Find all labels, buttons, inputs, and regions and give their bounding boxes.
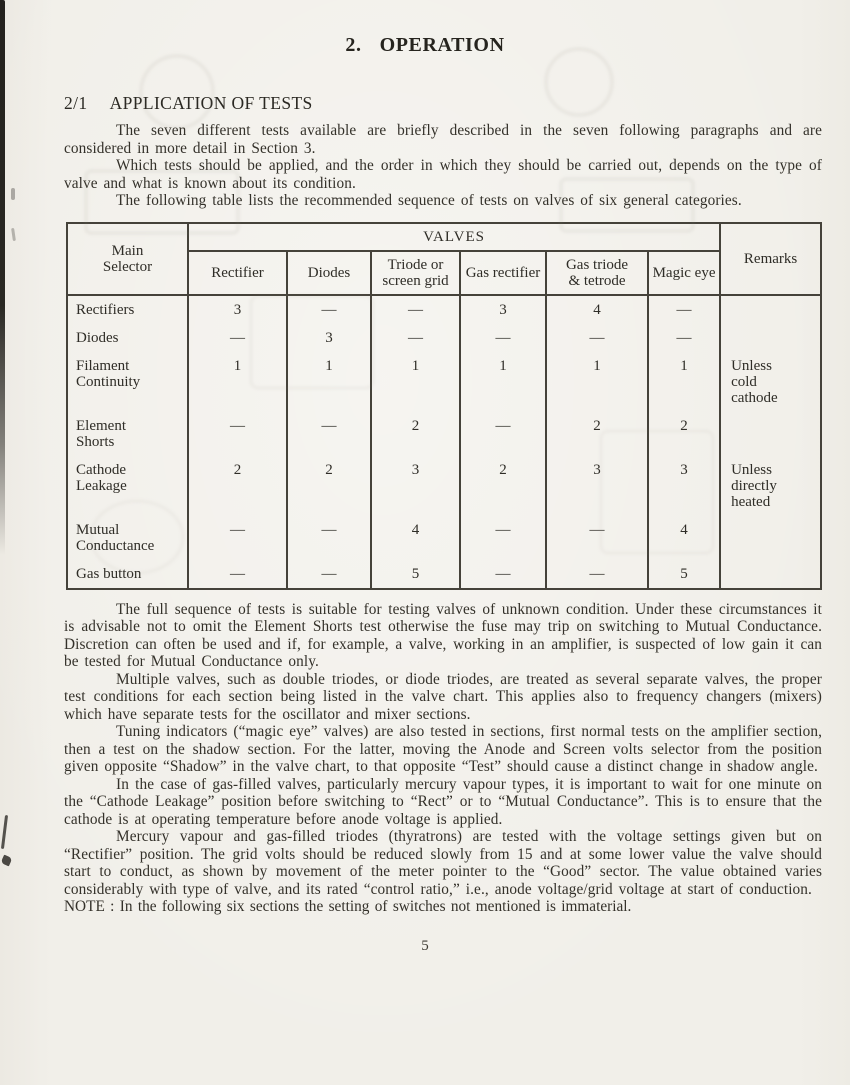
value-cell: 1	[371, 352, 460, 412]
value-cell: —	[546, 560, 648, 589]
value-cell: —	[188, 324, 287, 352]
column-header	[188, 251, 287, 295]
value-cell: 3	[648, 456, 720, 516]
column-header-label: Magic eye	[652, 264, 716, 281]
remarks-header: Remarks	[720, 223, 821, 295]
column-header	[371, 251, 460, 295]
value-cell: —	[460, 560, 546, 589]
remark-text: Unless cold cathode	[731, 357, 778, 406]
table-row	[67, 456, 821, 516]
page-number: 5	[421, 937, 429, 954]
remark-cell	[720, 295, 821, 324]
row-label-cell	[67, 324, 188, 352]
row-label: Element Shorts	[76, 417, 126, 450]
value-cell: —	[546, 516, 648, 560]
table-row	[67, 352, 821, 412]
value-cell: 2	[287, 456, 371, 516]
test-sequence-table	[66, 222, 822, 590]
corner-header-label: Main Selector	[102, 242, 153, 275]
row-label: Gas button	[76, 565, 142, 582]
value-cell: 3	[287, 324, 371, 352]
value-cell: 1	[460, 352, 546, 412]
column-header-label: Diodes	[307, 264, 351, 281]
subsection-number: 2/1	[64, 93, 88, 113]
bleedthrough-ghost	[140, 55, 214, 129]
paragraph: Multiple valves, such as double triodes, or diode triodes, are treated as several separate valves, the proper test conditions for each section being listed in the valve chart. This applies also to frequency changers (mixers) which have separate tests for the oscillator and mixer sections.	[64, 670, 822, 723]
row-label-cell	[67, 560, 188, 589]
column-header-label: Gas rectifier	[465, 264, 541, 281]
value-cell: 3	[546, 456, 648, 516]
row-label-cell	[67, 516, 188, 560]
row-label: Cathode Leakage	[76, 461, 127, 494]
value-cell: —	[460, 516, 546, 560]
value-cell: 2	[371, 412, 460, 456]
row-label-cell	[67, 456, 188, 516]
value-cell: 4	[648, 516, 720, 560]
column-header-label: Rectifier	[211, 264, 264, 281]
section-number: 2.	[345, 34, 362, 56]
table-row	[67, 516, 821, 560]
value-cell: —	[460, 412, 546, 456]
remark-cell	[720, 352, 821, 412]
value-cell: —	[460, 324, 546, 352]
value-cell: —	[287, 412, 371, 456]
column-header-label: Triode or screen grid	[382, 256, 449, 289]
value-cell: —	[546, 324, 648, 352]
row-label-cell	[67, 352, 188, 412]
scan-edge-shadow	[0, 0, 5, 555]
paragraph: In the case of gas-filled valves, particularly mercury vapour types, it is important to wait for one minute on the “Cathode Leakage” position before switching to “Rect” or to “Mutual Conductance”. This is to ensure that the cathode is at operating temperature before anode voltage is applied.	[64, 775, 822, 828]
row-label: Diodes	[76, 329, 119, 346]
row-label-cell	[67, 412, 188, 456]
value-cell: —	[371, 295, 460, 324]
table-row	[67, 295, 821, 324]
valves-group-header: VALVES	[188, 223, 720, 251]
note-line: NOTE : In the following six sections the setting of switches not mentioned is immaterial.	[64, 898, 632, 915]
ink-mark	[11, 228, 16, 241]
value-cell: 1	[648, 352, 720, 412]
row-label: Rectifiers	[76, 301, 135, 318]
paragraph: Tuning indicators (“magic eye” valves) are also tested in sections, first normal tests on the amplifier section, then a test on the shadow section. For the latter, moving the Anode and Screen volts selector from the position given opposite “Shadow” in the valve chart, to that opposite “Test” should cause a distinct change in shadow angle.	[64, 723, 822, 775]
remark-cell	[720, 412, 821, 456]
value-cell: 2	[460, 456, 546, 516]
subsection-heading	[64, 93, 850, 114]
paragraph: The full sequence of tests is suitable for testing valves of unknown condition. Under these circumstances it is advisable not to omit the Element Shorts test otherwise the fuse may trip on switching to Mutual Conductance. Discretion can often be used and if, for example, a valve, working in an amplifier, is suspected of low gain it can be tested for Mutual Conductance only.	[64, 600, 822, 670]
row-label-cell	[67, 295, 188, 324]
value-cell: 1	[188, 352, 287, 412]
body-text	[64, 601, 822, 916]
corner-header	[67, 223, 188, 295]
value-cell: 1	[287, 352, 371, 412]
table-row	[67, 324, 821, 352]
remark-cell	[720, 456, 821, 516]
ink-mark	[1, 855, 13, 867]
value-cell: —	[287, 560, 371, 589]
remark-text: Unless directly heated	[731, 461, 777, 510]
value-cell: 2	[648, 412, 720, 456]
remark-cell	[720, 324, 821, 352]
row-label: Mutual Conductance	[76, 521, 155, 554]
section-title	[0, 34, 850, 57]
value-cell: —	[188, 516, 287, 560]
ink-mark	[1, 815, 8, 849]
value-cell: 3	[460, 295, 546, 324]
column-header	[546, 251, 648, 295]
row-label: Filament Continuity	[76, 357, 141, 390]
paragraph: Mercury vapour and gas-filled triodes (thyratrons) are tested with the voltage settings given but on “Rectifier” position. The grid volts should be reduced slowly from 15 and at some lower value the valve should start to conduct, as shown by movement of the meter pointer to the “Good” sector. The value obtained varies considerably with type of valve, and its rated “control ratio,” i.e., anode voltage/grid voltage at start of conduction.	[64, 828, 822, 898]
column-header	[287, 251, 371, 295]
value-cell: 2	[546, 412, 648, 456]
value-cell: 3	[188, 295, 287, 324]
value-cell: 5	[371, 560, 460, 589]
value-cell: 2	[188, 456, 287, 516]
ink-mark	[11, 188, 15, 200]
paragraph: The following table lists the recommended sequence of tests on valves of six general categories.	[116, 192, 742, 209]
intro-text	[64, 122, 822, 210]
column-header-label: Gas triode & tetrode	[565, 256, 629, 289]
value-cell: —	[287, 295, 371, 324]
value-cell: 4	[546, 295, 648, 324]
section-name: OPERATION	[379, 34, 505, 56]
value-cell: 3	[371, 456, 460, 516]
table-row	[67, 412, 821, 456]
value-cell: —	[648, 324, 720, 352]
value-cell: —	[188, 412, 287, 456]
table-row	[67, 560, 821, 589]
test-sequence-table-wrapper	[66, 222, 822, 590]
table-group-header-row	[67, 223, 821, 251]
paragraph: The seven different tests available are briefly described in the seven following paragraphs and are considered in more detail in Section 3.	[64, 122, 822, 157]
remark-cell	[720, 516, 821, 560]
column-header	[460, 251, 546, 295]
subsection-title: APPLICATION OF TESTS	[109, 93, 313, 113]
value-cell: —	[648, 295, 720, 324]
value-cell: 1	[546, 352, 648, 412]
column-header	[648, 251, 720, 295]
value-cell: —	[287, 516, 371, 560]
paragraph: Which tests should be applied, and the order in which they should be carried out, depends on the type of valve and what is known about its condition.	[64, 157, 822, 192]
value-cell: 5	[648, 560, 720, 589]
value-cell: —	[371, 324, 460, 352]
value-cell: —	[188, 560, 287, 589]
remark-cell	[720, 560, 821, 589]
value-cell: 4	[371, 516, 460, 560]
